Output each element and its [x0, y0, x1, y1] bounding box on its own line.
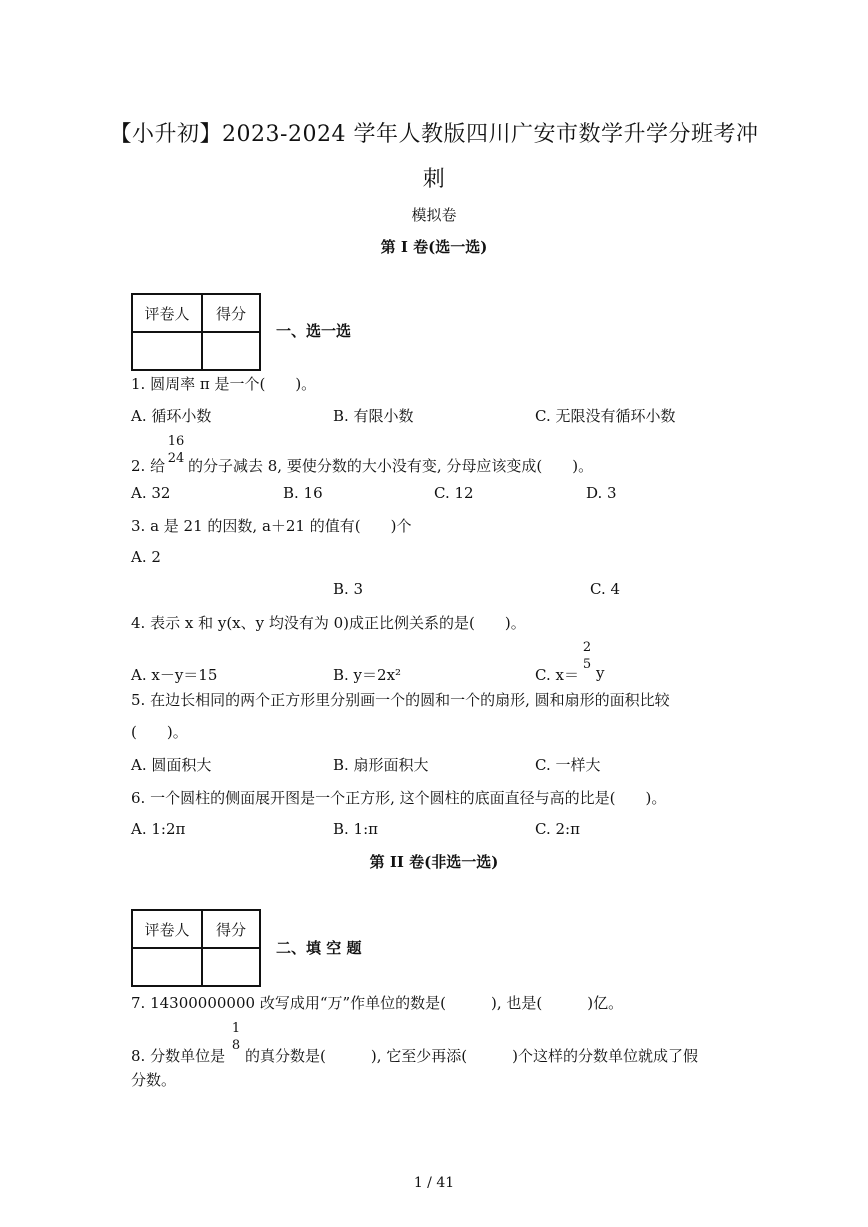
question-6: 6. 一个圆柱的侧面展开图是一个正方形, 这个圆柱的底面直径与高的比是( )。 — [131, 789, 667, 807]
question-8-prefix: 8. 分数单位是 — [131, 1047, 226, 1065]
question-5-option-a[interactable]: A. 圆面积大 — [131, 756, 212, 774]
score-box-grader-label: 评卷人 — [132, 910, 202, 948]
part2-heading: 第 II 卷(非选一选) — [369, 853, 499, 871]
score-box-score-cell[interactable] — [202, 948, 260, 986]
question-4-option-b[interactable]: B. y＝2x² — [333, 666, 402, 684]
score-box-score-cell[interactable] — [202, 332, 260, 370]
question-1-option-a[interactable]: A. 循环小数 — [131, 407, 212, 425]
question-4-option-c-suffix: y — [596, 664, 605, 682]
question-6-option-b[interactable]: B. 1:π — [333, 820, 379, 838]
question-4: 4. 表示 x 和 y(x、y 均没有为 0)成正比例关系的是( )。 — [131, 614, 526, 632]
question-8-line2: 分数。 — [131, 1071, 177, 1089]
score-box-grader-cell[interactable] — [132, 948, 202, 986]
question-2-fraction-numerator: 16 — [167, 434, 185, 449]
question-1-option-c[interactable]: C. 无限没有循环小数 — [535, 407, 676, 425]
question-4-fraction-denominator: 5 — [582, 657, 592, 672]
question-7: 7. 14300000000 改写成用“万”作单位的数是( ), 也是( )亿。 — [131, 994, 624, 1012]
section1-title: 一、选一选 — [276, 322, 352, 340]
question-2-option-b[interactable]: B. 16 — [283, 484, 323, 502]
question-3-option-b[interactable]: B. 3 — [333, 580, 364, 598]
question-2-option-d[interactable]: D. 3 — [586, 484, 617, 502]
question-2-suffix: 的分子减去 8, 要使分数的大小没有变, 分母应该变成( )。 — [188, 457, 594, 475]
question-2-option-a[interactable]: A. 32 — [131, 484, 171, 502]
document-title-line1: 【小升初】2023-2024 学年人教版四川广安市数学升学分班考冲 — [109, 122, 759, 147]
document-subtitle: 模拟卷 — [411, 206, 457, 224]
question-2-fraction-denominator: 24 — [167, 451, 185, 466]
question-5-option-c[interactable]: C. 一样大 — [535, 756, 601, 774]
question-3-option-a[interactable]: A. 2 — [131, 548, 161, 566]
score-box-score-label: 得分 — [202, 294, 260, 332]
score-box-grader-cell[interactable] — [132, 332, 202, 370]
question-6-option-c[interactable]: C. 2:π — [535, 820, 580, 838]
score-box-2 — [131, 909, 261, 987]
question-1-option-b[interactable]: B. 有限小数 — [333, 407, 414, 425]
page-number: 1 / 41 — [413, 1175, 455, 1191]
question-5-option-b[interactable]: B. 扇形面积大 — [333, 756, 429, 774]
score-box-1 — [131, 293, 261, 371]
question-6-option-a[interactable]: A. 1:2π — [131, 820, 186, 838]
question-8-suffix: 的真分数是( ), 它至少再添( )个这样的分数单位就成了假 — [245, 1047, 698, 1065]
question-4-option-c[interactable]: C. x＝ — [535, 666, 579, 684]
question-4-fraction-numerator: 2 — [582, 640, 592, 655]
score-box-score-label: 得分 — [202, 910, 260, 948]
question-2-option-c[interactable]: C. 12 — [434, 484, 474, 502]
question-2-prefix: 2. 给 — [131, 457, 166, 475]
part1-heading: 第 I 卷(选一选) — [380, 238, 488, 256]
question-2-fraction — [166, 434, 186, 467]
section2-title: 二、填 空 题 — [276, 939, 362, 957]
question-3-option-c[interactable]: C. 4 — [590, 580, 621, 598]
question-5-line2: ( )。 — [131, 723, 188, 741]
question-8-fraction — [230, 1021, 242, 1054]
question-3: 3. a 是 21 的因数, a＋21 的值有( )个 — [131, 517, 412, 535]
question-8-fraction-denominator: 8 — [231, 1038, 241, 1053]
question-5-line1: 5. 在边长相同的两个正方形里分别画一个的圆和一个的扇形, 圆和扇形的面积比较 — [131, 691, 670, 709]
question-1: 1. 圆周率 π 是一个( )。 — [131, 375, 317, 393]
document-title-line2: 刺 — [422, 167, 446, 192]
question-4-option-a[interactable]: A. x－y＝15 — [131, 666, 218, 684]
question-4-option-c-fraction — [580, 640, 594, 673]
question-8-fraction-numerator: 1 — [231, 1021, 241, 1036]
score-box-grader-label: 评卷人 — [132, 294, 202, 332]
